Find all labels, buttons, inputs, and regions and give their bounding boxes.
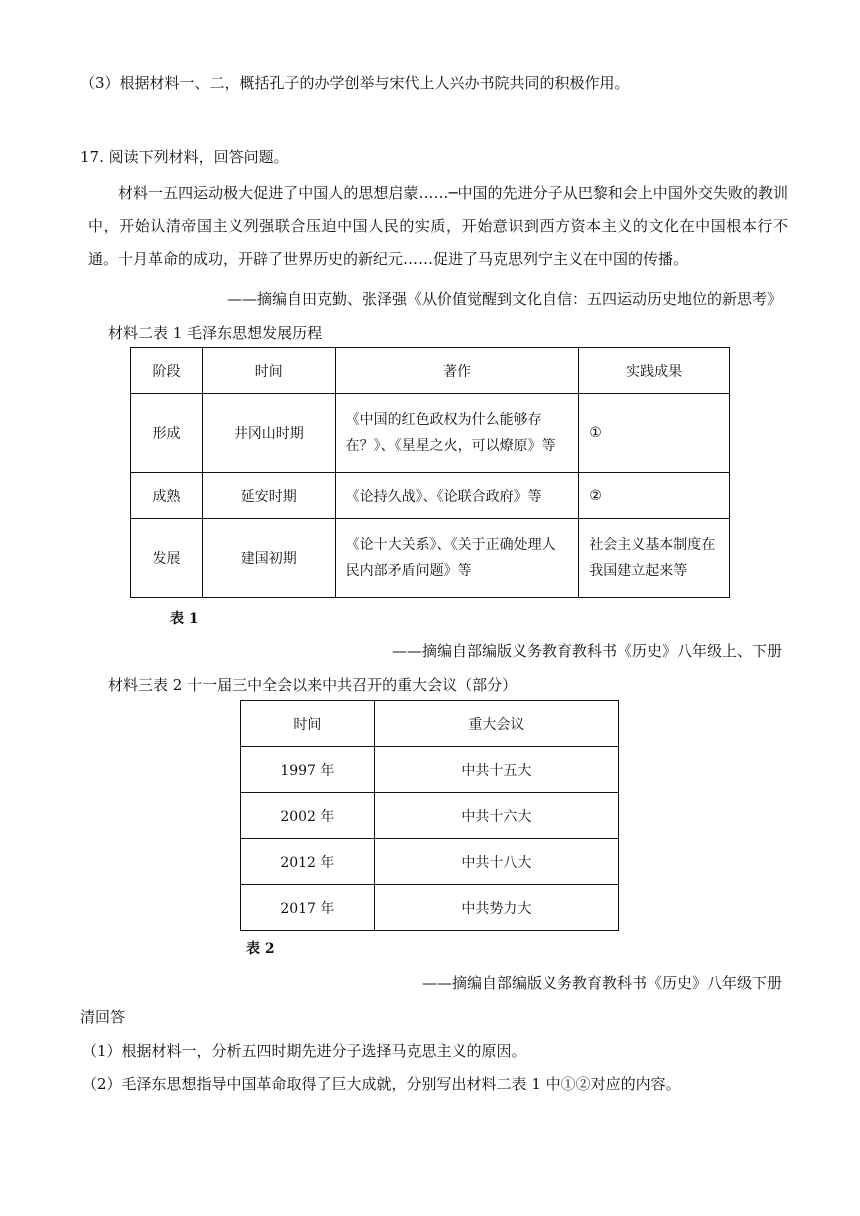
table-cell: 形成 <box>131 394 203 473</box>
material-3-source: ——摘编自部编版义务教育教科书《历史》八年级下册 <box>421 974 782 992</box>
table-1-header-row <box>131 348 730 394</box>
table-2-header-row <box>241 701 619 747</box>
table-cell: ② <box>579 473 730 519</box>
table-2-header-meeting: 重大会议 <box>374 701 618 747</box>
question-3-previous: （3）根据材料一、二，概括孔子的办学创举与宋代上人兴办书院共同的积极作用。 <box>80 74 630 92</box>
table-cell: 2012 年 <box>241 839 375 885</box>
table-row <box>131 473 730 519</box>
table-row <box>241 885 619 931</box>
table-1-caption: 表 1 <box>170 611 199 627</box>
table-cell: 中共势力大 <box>374 885 618 931</box>
table-2-caption: 表 2 <box>246 941 275 957</box>
material-3-title: 材料三表 2 十一届三中全会以来中共召开的重大会议（部分） <box>108 676 518 694</box>
table-2 <box>240 700 619 931</box>
table-cell: 建国初期 <box>202 519 335 598</box>
table-1-header-works: 著作 <box>335 348 579 394</box>
question-17-title: 17. 阅读下列材料，回答问题。 <box>80 148 289 166</box>
question-1: （1）根据材料一，分析五四时期先进分子选择马克思主义的原因。 <box>82 1042 527 1060</box>
table-1-header-time: 时间 <box>202 348 335 394</box>
table-2-header-time: 时间 <box>241 701 375 747</box>
table-cell: ① <box>579 394 730 473</box>
table-cell: 1997 年 <box>241 747 375 793</box>
table-cell: 中共十六大 <box>374 793 618 839</box>
table-row <box>241 839 619 885</box>
table-cell: 2017 年 <box>241 885 375 931</box>
table-cell: 《论十大关系》、《关于正确处理人民内部矛盾问题》等 <box>335 519 579 598</box>
table-cell: 延安时期 <box>202 473 335 519</box>
table-cell: 《论持久战》、《论联合政府》等 <box>335 473 579 519</box>
table-cell: 《中国的红色政权为什么能够存在？》、《星星之火，可以燎原》等 <box>335 394 579 473</box>
material-1-text: 材料一五四运动极大促进了中国人的思想启蒙……─中国的先进分子从巴黎和会上中国外交失败的教训中，开始认清帝国主义列强联合压迫中国人民的实质，开始意识到西方资本主义的文化在中国根本行不通。十月革命的成功，开辟了世界历史的新纪元……促进了马克思列宁主义在中国的传播。 <box>88 184 788 268</box>
table-cell: 中共十五大 <box>374 747 618 793</box>
table-1-header-stage: 阶段 <box>131 348 203 394</box>
table-cell: 发展 <box>131 519 203 598</box>
table-row <box>241 793 619 839</box>
table-row <box>131 394 730 473</box>
table-cell: 中共十八大 <box>374 839 618 885</box>
question-2: （2）毛泽东思想指导中国革命取得了巨大成就，分别写出材料二表 1 中①②对应的内容。 <box>82 1075 681 1093</box>
answer-prompt: 清回答 <box>80 1008 126 1026</box>
material-2-source: ——摘编自部编版义务教育教科书《历史》八年级上、下册 <box>391 642 782 660</box>
table-row <box>131 519 730 598</box>
material-2-title: 材料二表 1 毛泽东思想发展历程 <box>108 324 323 342</box>
table-1 <box>130 347 730 598</box>
table-1-header-results: 实践成果 <box>579 348 730 394</box>
table-cell: 井冈山时期 <box>202 394 335 473</box>
table-cell: 成熟 <box>131 473 203 519</box>
table-cell: 2002 年 <box>241 793 375 839</box>
material-1-source: ——摘编自田克勤、张泽强《从价值觉醒到文化自信：五四运动历史地位的新思考》 <box>226 290 782 308</box>
table-row <box>241 747 619 793</box>
table-cell: 社会主义基本制度在我国建立起来等 <box>579 519 730 598</box>
